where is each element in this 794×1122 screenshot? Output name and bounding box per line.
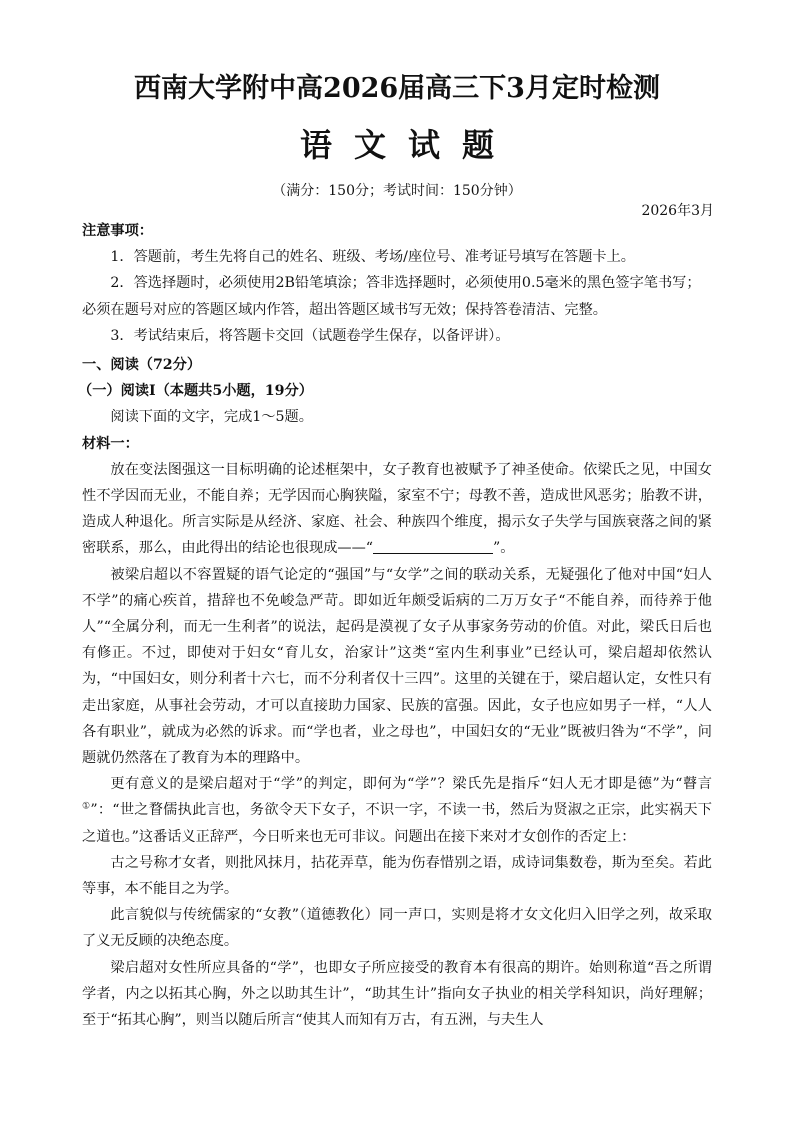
exam-info: （满分：150分；考试时间：150分钟）: [272, 183, 522, 199]
reading-section: [78, 352, 712, 1033]
paragraph-3-text-a: 更有意义的是梁启超对于“学”的判定，即何为“学”？梁氏先是指斥“妇人无才即是德”为“: [110, 776, 683, 793]
answer-blank: [373, 539, 493, 554]
instruction-text: 阅读下面的文字，完成1～5题。: [110, 409, 313, 426]
paragraph-1: [82, 457, 712, 562]
sub-section-heading: （一）阅读Ⅰ（本题共5小题，19分）: [78, 383, 313, 400]
notice-item: 必须在题号对应的答题区域内作答，超出答题区域书写无效；保持答卷清洁、完整。: [82, 301, 607, 318]
footnote-marker: ①: [82, 801, 91, 812]
paragraph-3-text-b: ”：“世之瞀儒执此言也，务欲令天下女子，不识一字，不读一书，然后为贤淑之正宗，此实祸天下之道也。”这番话义正辞严，今日听来也无可非议。问题出在接下来对才女创作的否定上：: [82, 802, 712, 845]
paragraph-3-word: 瞽言: [682, 776, 712, 793]
paragraph-1-end: ”。: [493, 540, 515, 557]
notice-section: [82, 218, 712, 349]
notice-item: 3．考试结束后，将答题卡交回（试题卷学生保存，以备评讲）。: [110, 327, 510, 344]
paragraph-3: [82, 771, 712, 850]
notice-heading: 注意事项：: [82, 223, 153, 239]
subject-title: 语文试题: [299, 126, 516, 164]
notice-item: 1．答题前，考生先将自己的姓名、班级、考场/座位号、准考证号填写在答题卡上。: [110, 249, 635, 266]
exam-title: 西南大学附中高2026届高三下3月定时检测: [134, 73, 660, 104]
material-label: 材料一：: [82, 435, 139, 452]
block-quote: 古之号称才女者，则批风抹月，拈花弄草，能为伤春惜别之语，成诗词集数卷，斯为至矣。若此等事，本不能目之为学。: [82, 854, 712, 898]
paragraph-2: 被梁启超以不容置疑的语气论定的“强国”与“女学”之间的联动关系，无疑强化了他对中国“妇人不学”的痛心疾首，措辞也不免峻急严苛。即如近年颇受诟病的二万万女子“不能自养，而待养于他人”“全属分利，而无一生利者”的说法，起码是漠视了女子从事家务劳动的价值。对此，梁氏日后也有修正。不过，即使对于妇女“育儿女，治家计”这类“室内生利事业”已经认可，梁启超却依然认为，“中国妇女，则分利者十六七，而不分利者仅十三四”。这里的关键在于，梁启超认定，女性只有走出家庭，从事社会劳动，才可以直接助力国家、民族的富强。因此，女子也应如男子一样，“人人各有职业”，就成为必然的诉求。而“学也者，业之母也”，中国妇女的“无业”既被归咎为“不学”，问题就仍然落在了教育为本的理路中。: [82, 566, 712, 767]
paragraph-4: 此言貌似与传统儒家的“女教”（道德教化）同一声口，实则是将才女文化归入旧学之列，故采取了义无反顾的决绝态度。: [82, 907, 712, 950]
paragraph-5: 梁启超对女性所应具备的“学”，也即女子所应接受的教育本有很高的期许。始则称道“吾之所谓学者，内之以拓其心胸，外之以助其生计”，“助其生计”指向女子执业的相关学科知识，尚好理解；至于“拓其心胸”，则当以随后所言“使其人而知有万古，有五洲，与夫生人: [82, 959, 712, 1029]
notice-item: 2．答选择题时，必须使用2B铅笔填涂；答非选择题时，必须使用0.5毫米的黑色签字笔书写；: [110, 275, 701, 292]
exam-date: 2026年3月: [641, 203, 714, 219]
paragraph-1-text: 放在变法图强这一目标明确的论述框架中，女子教育也被赋予了神圣使命。依梁氏之见，中国女性不学因而无业，不能自养；无学因而心胸狭隘，家室不宁；母教不善，造成世风恶劣；胎教不讲，造成人种退化。所言实际是从经济、家庭、社会、种族四个维度，揭示女子失学与国族衰落之间的紧密联系，那么，由此得出的结论也很现成——“: [82, 461, 712, 557]
section-heading: 一、阅读（72分）: [82, 357, 202, 373]
